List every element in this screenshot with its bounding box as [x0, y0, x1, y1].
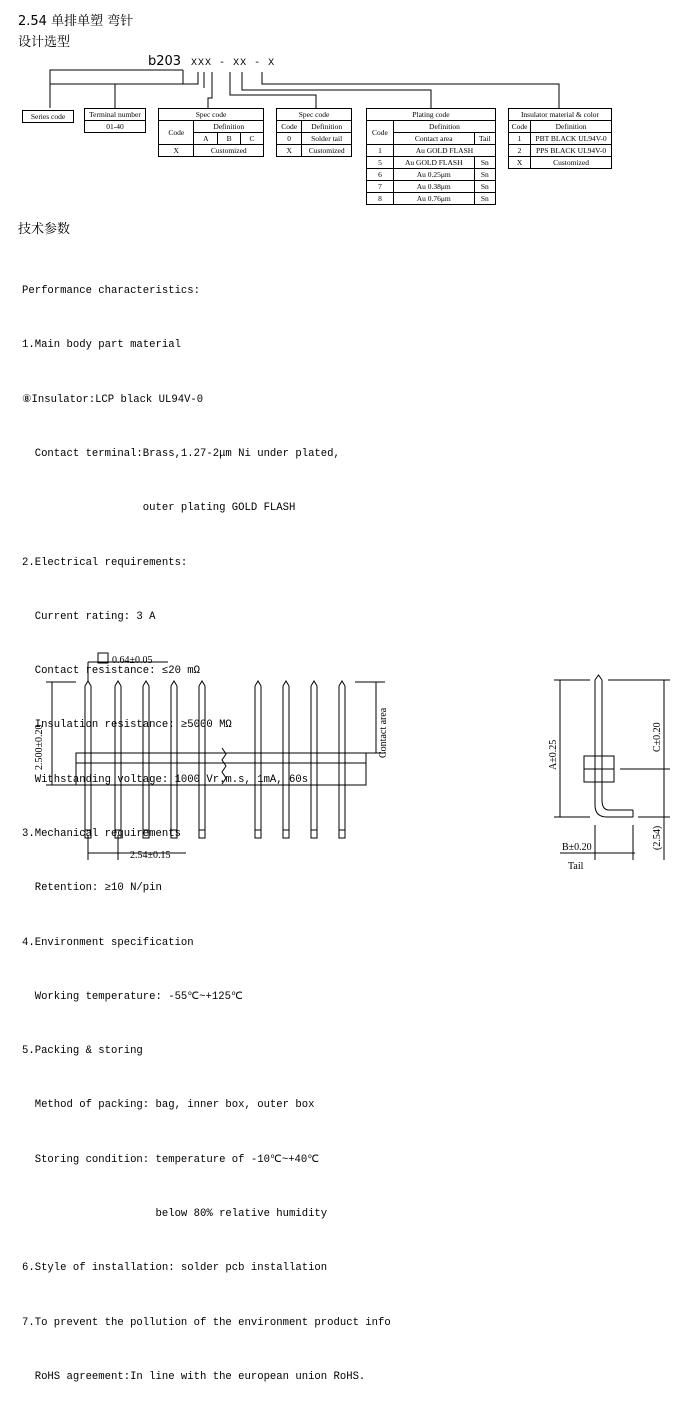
connector-pin	[115, 681, 121, 838]
spec-line: Retention: ≥10 N/pin	[22, 882, 162, 895]
connector-pin	[199, 681, 205, 838]
spec-line: Withstanding voltage: 1000 Vr.m.s, 1mA, 60s	[22, 773, 309, 786]
spec-line: 2.Electrical requirements:	[22, 556, 188, 569]
pitch-label: 2.54±0.15	[130, 850, 171, 861]
code-connector-lines	[0, 0, 700, 120]
contact-area-label: Contact area	[378, 707, 389, 758]
spec-line: Contact terminal:Brass,1.27-2μm Ni under plated,	[22, 448, 340, 461]
side-view-drawing	[540, 660, 700, 887]
spec-line: 3.Mechanical requirements	[22, 828, 181, 840]
series-code-box: Series code	[22, 110, 74, 123]
connector-pin	[339, 681, 345, 838]
spec-line: 7.To prevent the pollution of the environment product info	[22, 1316, 391, 1329]
connector-pin	[85, 681, 91, 838]
dim-254-label: (2.54)	[652, 825, 663, 850]
spec-line: 1.Main body part material	[22, 339, 181, 352]
page-title: 2.54 单排单塑 弯针	[18, 14, 134, 29]
connector-pin	[311, 681, 317, 838]
spec-line: Insulation resistance: ≥5000 MΩ	[22, 719, 232, 732]
spec-line: 5.Packing & storing	[22, 1045, 143, 1058]
section-title-selection: 设计选型	[18, 35, 71, 50]
section-title-tech: 技术参数	[18, 222, 71, 237]
spec-code-table-2: Spec code Code Definition 0 Solder tail X Customized	[276, 108, 352, 157]
spec-line: Current rating: 3 A	[22, 610, 156, 623]
spec-line: Storing condition: temperature of -10℃~+40℃	[22, 1153, 320, 1166]
spec-code-table-1: Spec code Code Definition A B C X Customized	[158, 108, 264, 157]
terminal-number-box: Terminal number 01-40	[84, 108, 146, 133]
pin-size-label: 0.64±0.05	[112, 655, 153, 666]
spec-line: 6.Style of installation: solder pcb installation	[22, 1262, 328, 1275]
spec-line: Contact resistance: ≤20 mΩ	[22, 665, 201, 678]
part-code-base: b203	[148, 54, 182, 69]
connector-pin	[171, 681, 177, 838]
connector-pin	[143, 681, 149, 838]
insulator-table: Insulator material & color Code Definition 1 PBT BLACK UL94V-0 2 PPS BLACK UL94V-0 X Customized	[508, 108, 612, 169]
dim-a-label: A±0.25	[548, 739, 559, 770]
plating-code-table: Plating code Code Definition Contact area Tail 1 Au GOLD FLASH 5 Au GOLD FLASH Sn 6 Au 0.25μm Sn 7 Au 0.38μm Sn 8 Au 0.76μm Sn	[366, 108, 496, 205]
spec-line: 4.Environment specification	[22, 936, 194, 949]
spec-line: Working temperature: -55℃~+125℃	[22, 990, 243, 1003]
tail-label: Tail	[568, 861, 584, 872]
spec-line: RoHS agreement:In line with the european union RoHS.	[22, 1370, 366, 1383]
dim-c-label: C±0.20	[652, 722, 663, 752]
part-code-segments: XXX - XX - X	[191, 58, 276, 69]
spec-line: below 80% relative humidity	[22, 1207, 328, 1220]
spec-line: outer plating GOLD FLASH	[22, 502, 296, 515]
connector-pin	[283, 681, 289, 838]
dim-b-label: B±0.20	[562, 842, 592, 853]
spec-line: Performance characteristics:	[22, 285, 201, 298]
front-view-drawing	[0, 640, 420, 887]
spec-line: Method of packing: bag, inner box, outer box	[22, 1099, 315, 1112]
height-label: 2.500±0.20	[34, 724, 45, 770]
spec-line: ⑧Insulator:LCP black UL94V-0	[22, 393, 204, 406]
connector-pin	[255, 681, 261, 838]
